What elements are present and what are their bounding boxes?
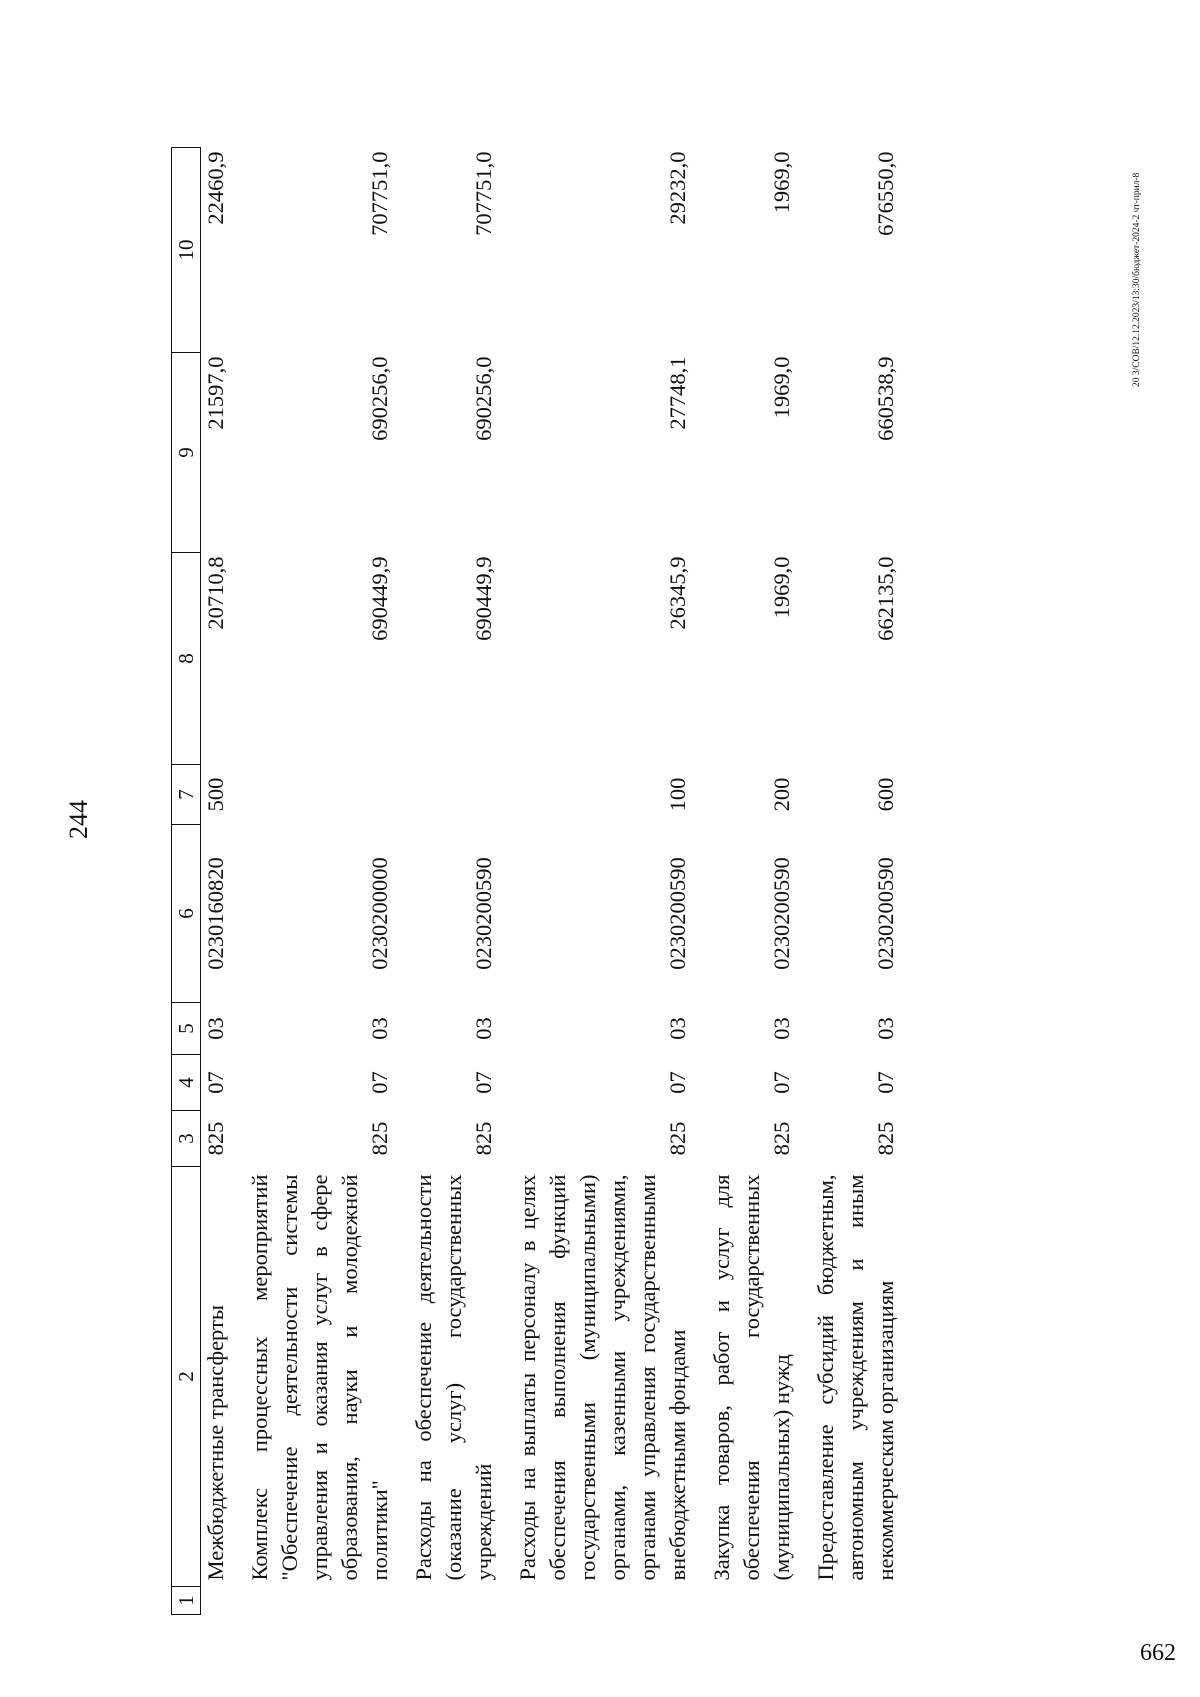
- cell-amount-2026: 1969,0: [769, 151, 794, 214]
- col-header: 7: [172, 765, 201, 825]
- cell-amount-2025: 1969,0: [769, 356, 794, 419]
- cell-amount-2025: 660538,9: [873, 356, 898, 441]
- cell-amount-2025: 27748,1: [665, 356, 690, 430]
- row-name: Расходы на обеспечение деятельности (оказание услуг) государственных учреждений: [411, 1174, 496, 1581]
- cell-section: 07: [203, 1071, 228, 1094]
- col-header: 3: [172, 1111, 201, 1167]
- cell-amount-2025: 690256,0: [367, 356, 392, 441]
- cell-amount-2026: 676550,0: [873, 151, 898, 236]
- col-header: 8: [172, 553, 201, 765]
- row-name: Предоставление субсидий бюджетным, автономным учреждениям и иным некоммерческим организациям: [813, 1174, 898, 1581]
- cell-expense-type: 500: [203, 777, 228, 812]
- cell-amount-2026: 22460,9: [203, 151, 228, 225]
- cell-amount-2025: 21597,0: [203, 356, 228, 430]
- cell-target-code: 0230200000: [367, 857, 392, 970]
- cell-amount-2024: 690449,9: [471, 556, 496, 641]
- cell-amount-2025: 690256,0: [471, 356, 496, 441]
- cell-amount-2026: 29232,0: [665, 151, 690, 225]
- cell-section: 07: [873, 1071, 898, 1094]
- document-footer: 20 3/СОВ/12.12.2023/13:30/бюджет-2024-2 чт-прил-8: [1132, 172, 1142, 387]
- table-row: [233, 148, 397, 1615]
- col-header: 10: [172, 148, 201, 353]
- cell-subsection: 03: [769, 1017, 794, 1040]
- table-row: [201, 148, 234, 1615]
- cell-amount-2026: 707751,0: [471, 151, 496, 236]
- cell-amount-2026: 707751,0: [367, 151, 392, 236]
- cell-amount-2024: 1969,0: [769, 556, 794, 619]
- cell-expense-type: [233, 765, 397, 825]
- col-header: 1: [172, 1587, 201, 1615]
- cell-subsection: 03: [471, 1017, 496, 1040]
- col-header: 6: [172, 825, 201, 1003]
- cell-expense-type: 100: [665, 777, 690, 812]
- cell-target-code: 0230200590: [471, 857, 496, 970]
- cell-ministry: 825: [665, 1121, 690, 1156]
- cell-ministry: 825: [873, 1121, 898, 1156]
- cell-section: 07: [471, 1071, 496, 1094]
- row-name: Межбюджетные трансферты: [203, 1305, 228, 1581]
- cell-subsection: 03: [203, 1017, 228, 1040]
- cell-ministry: 825: [769, 1121, 794, 1156]
- cell-section: 07: [367, 1071, 392, 1094]
- cell-amount-2024: 26345,9: [665, 556, 690, 630]
- table-row: [501, 148, 695, 1615]
- cell-subsection: 03: [873, 1017, 898, 1040]
- col-header: 4: [172, 1055, 201, 1111]
- row-name: Закупка товаров, работ и услуг для обеспечения государственных (муниципальных) нужд: [709, 1174, 794, 1581]
- cell-expense-type: 600: [873, 777, 898, 812]
- col-header: 2: [172, 1167, 201, 1587]
- header-row: [172, 148, 201, 1615]
- cell-target-code: 0230200590: [665, 857, 690, 970]
- table-row: [695, 148, 799, 1615]
- cell-amount-2024: 662135,0: [873, 556, 898, 641]
- corner-page-number: 662: [1140, 1640, 1176, 1666]
- col-header: 9: [172, 353, 201, 553]
- cell-target-code: 0230200590: [769, 857, 794, 970]
- cell-ministry: 825: [471, 1121, 496, 1156]
- cell-ministry: 825: [367, 1121, 392, 1156]
- page-number: 244: [64, 800, 93, 839]
- cell-amount-2024: 690449,9: [367, 556, 392, 641]
- cell-section: 07: [769, 1071, 794, 1094]
- row-name: Комплекс процессных мероприятий "Обеспечение деятельности системы управления и оказания услуг в сфере образования, науки и молодежной политики": [247, 1174, 392, 1581]
- table-row: [397, 148, 501, 1615]
- cell-section: 07: [665, 1071, 690, 1094]
- cell-expense-type: [397, 765, 501, 825]
- row-name: Расходы на выплаты персоналу в целях обеспечения выполнения функций государственными (муниципальными) органами, казенными учреждениями, органами управления государственными внебюджетными фондами: [515, 1174, 690, 1581]
- table-row: [799, 148, 903, 1615]
- cell-subsection: 03: [367, 1017, 392, 1040]
- col-header: 5: [172, 1003, 201, 1055]
- cell-target-code: 0230160820: [203, 857, 228, 970]
- cell-subsection: 03: [665, 1017, 690, 1040]
- cell-ministry: 825: [203, 1121, 228, 1156]
- cell-amount-2024: 20710,8: [203, 556, 228, 630]
- cell-target-code: 0230200590: [873, 857, 898, 970]
- cell-expense-type: 200: [769, 777, 794, 812]
- budget-table: [171, 147, 903, 1615]
